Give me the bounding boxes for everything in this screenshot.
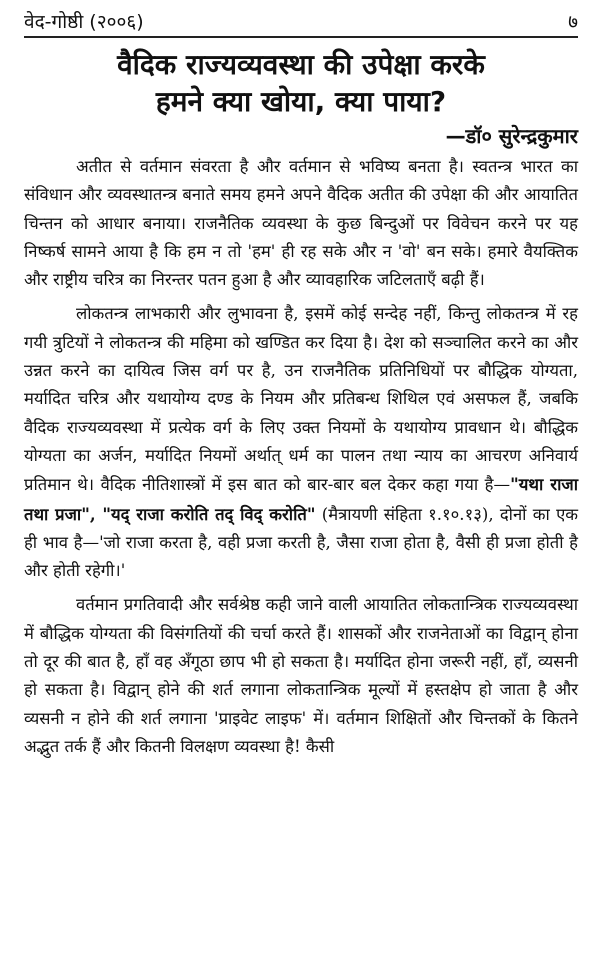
- page-number: ७: [568, 11, 578, 33]
- author-byline: —डॉ० सुरेन्द्रकुमार: [445, 124, 578, 148]
- title-line-2: हमने क्या खोया, क्या पाया?: [155, 85, 447, 118]
- paragraph-2: [24, 300, 578, 585]
- paragraph-3: वर्तमान प्रगतिवादी और सर्वश्रेष्ठ कही जाने वाली आयातित लोकतान्त्रिक राज्यव्यवस्था में बौद्धिक योग्यता की विसंगतियों की चर्चा करते हैं। शासकों और राजनेताओं का विद्वान् होना तो दूर की बात है, हाँ वह अँगूठा छाप भी हो सकता है। मर्यादित होना जरूरी नहीं, हाँ, व्यसनी हो सकता है। विद्वान् होने की शर्त लगाना लोकतान्त्रिक मूल्यों में हस्तक्षेप हो जाता है और व्यसनी न होने की शर्त लगाना 'प्राइवेट लाइफ' में। वर्तमान शिक्षितों और चिन्तकों के कितने अद्भुत तर्क हैं और कितनी विलक्षण व्यवस्था है! कैसी: [24, 595, 578, 756]
- running-header: [24, 0, 578, 34]
- paragraph-2-text-cont: (मैत्रायणी संहिता १.१०.१३), दोनों का एक ही भाव है—'जो राजा करता है, वही प्रजा करती है, जैसा राजा होता है, वैसी ही प्रजा होती है और होती रहेगी।': [24, 504, 578, 581]
- title-line-1: वैदिक राज्यव्यवस्था की उपेक्षा करके: [117, 48, 485, 81]
- sanskrit-quote: "यथा राजा तथा प्रजा", "यद् राजा करोति तद् विद् करोति": [24, 474, 578, 524]
- paragraph-2-text: लोकतन्त्र लाभकारी और लुभावना है, इसमें कोई सन्देह नहीं, किन्तु लोकतन्त्र में रह गयी त्रुटियों ने लोकतन्त्र की महिमा को खण्डित कर दिया है। देश को सञ्चालित करने का और उन्नत करने का दायित्व जिस वर्ग पर है, उन राजनैतिक प्रतिनिधियों पर बौद्धिक योग्यता, मर्यादित चरित्र और यथायोग्य दण्ड के नियम और प्रतिबन्ध शिथिल एवं असफल हैं, जबकि वैदिक राज्यव्यवस्था में प्रत्येक वर्ग के लिए उक्त नियमों के यथायोग्य प्रावधान थे। बौद्धिक योग्यता का अर्जन, मर्यादित नियमों अर्थात् धर्म का पालन तथा न्याय का आचरण अनिवार्य प्रतिमान थे। वैदिक नीतिशास्त्रों में इस बात को बार-बार बल देकर कहा गया है—: [24, 304, 578, 495]
- journal-title: वेद-गोष्ठी (२००६): [24, 11, 144, 33]
- header-rule: [24, 36, 578, 38]
- article-title: [24, 46, 578, 120]
- paragraph-1: अतीत से वर्तमान संवरता है और वर्तमान से भविष्य बनता है। स्वतन्त्र भारत का संविधान और व्यवस्थातन्त्र बनाते समय हमने अपने वैदिक अतीत की उपेक्षा की और आयातित चिन्तन को आधार बनाया। राजनैतिक व्यवस्था के कुछ बिन्दुओं पर विवेचन करने पर यह निष्कर्ष सामने आया है कि हम न तो 'हम' ही रह सके और न 'वो' बन सके। हमारे वैयक्तिक और राष्ट्रीय चरित्र का निरन्तर पतन हुआ है और व्यावहारिक जटिलताएँ बढ़ी हैं।: [24, 157, 578, 290]
